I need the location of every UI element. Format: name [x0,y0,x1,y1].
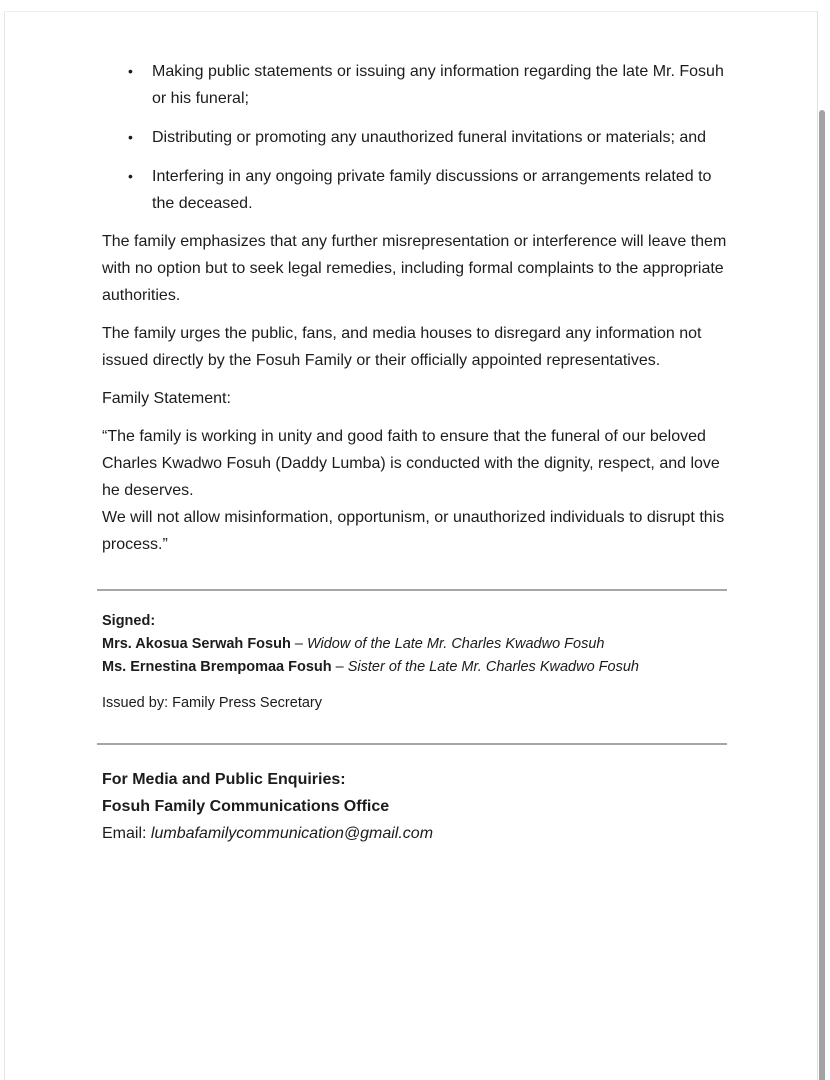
quote-line: We will not allow misinformation, opportunism, or unauthorized individuals to disrupt this process.” [102,509,725,553]
family-statement-quote [102,423,728,558]
signatory-line [102,633,728,656]
email-line [102,820,728,847]
media-enquiries-heading: For Media and Public Enquiries: [102,771,346,788]
divider [97,589,727,591]
prohibited-actions-list [102,58,728,217]
email-address: lumbafamilycommunication@gmail.com [150,825,434,842]
page-top-edge [6,11,818,12]
signed-label: Signed: [102,613,156,629]
signatory-role: Sister of the Late Mr. Charles Kwadwo Fosuh [347,659,639,675]
list-item [102,163,728,217]
paragraph-disregard-notice: The family urges the public, fans, and media houses to disregard any information not issued directly by the Fosuh Family or their officially appointed representatives. [102,325,702,369]
signatory-dash: – [290,636,307,652]
family-statement-label: Family Statement: [102,390,231,407]
list-item-text: Distributing or promoting any unauthorized funeral invitations or materials; and [152,129,707,146]
communications-office-name: Fosuh Family Communications Office [102,798,390,815]
signatory-dash: – [331,659,348,675]
signatory-name: Mrs. Akosua Serwah Fosuh [102,636,291,652]
paragraph-legal-warning: The family emphasizes that any further misrepresentation or interference will leave them with no option but to seek legal remedies, including formal complaints to the appropriate authorities. [102,233,727,304]
divider [97,743,727,745]
bullet-icon: • [128,63,133,79]
list-item-text: Making public statements or issuing any information regarding the late Mr. Fosuh or his funeral; [152,63,724,107]
signatory-line [102,656,728,679]
list-item-text: Interfering in any ongoing private family discussions or arrangements related to the deceased. [152,168,712,212]
list-item [102,124,728,151]
page-right-edge [817,11,818,1080]
signatory-role: Widow of the Late Mr. Charles Kwadwo Fosuh [306,636,605,652]
email-label: Email: [102,825,151,842]
scrollbar-thumb[interactable] [819,110,825,1080]
bullet-icon: • [128,168,133,184]
issued-by-line: Issued by: Family Press Secretary [102,695,322,711]
bullet-icon: • [128,129,133,145]
quote-line: “The family is working in unity and good faith to ensure that the funeral of our beloved Charles Kwadwo Fosuh (Daddy Lumba) is conducted with the dignity, respect, and love he deserves. [102,428,720,499]
document-page [102,58,728,847]
signatory-name: Ms. Ernestina Brempomaa Fosuh [102,659,332,675]
page-left-edge [4,11,5,1080]
signed-block [102,610,728,679]
list-item [102,58,728,112]
media-enquiries-block [102,766,728,847]
